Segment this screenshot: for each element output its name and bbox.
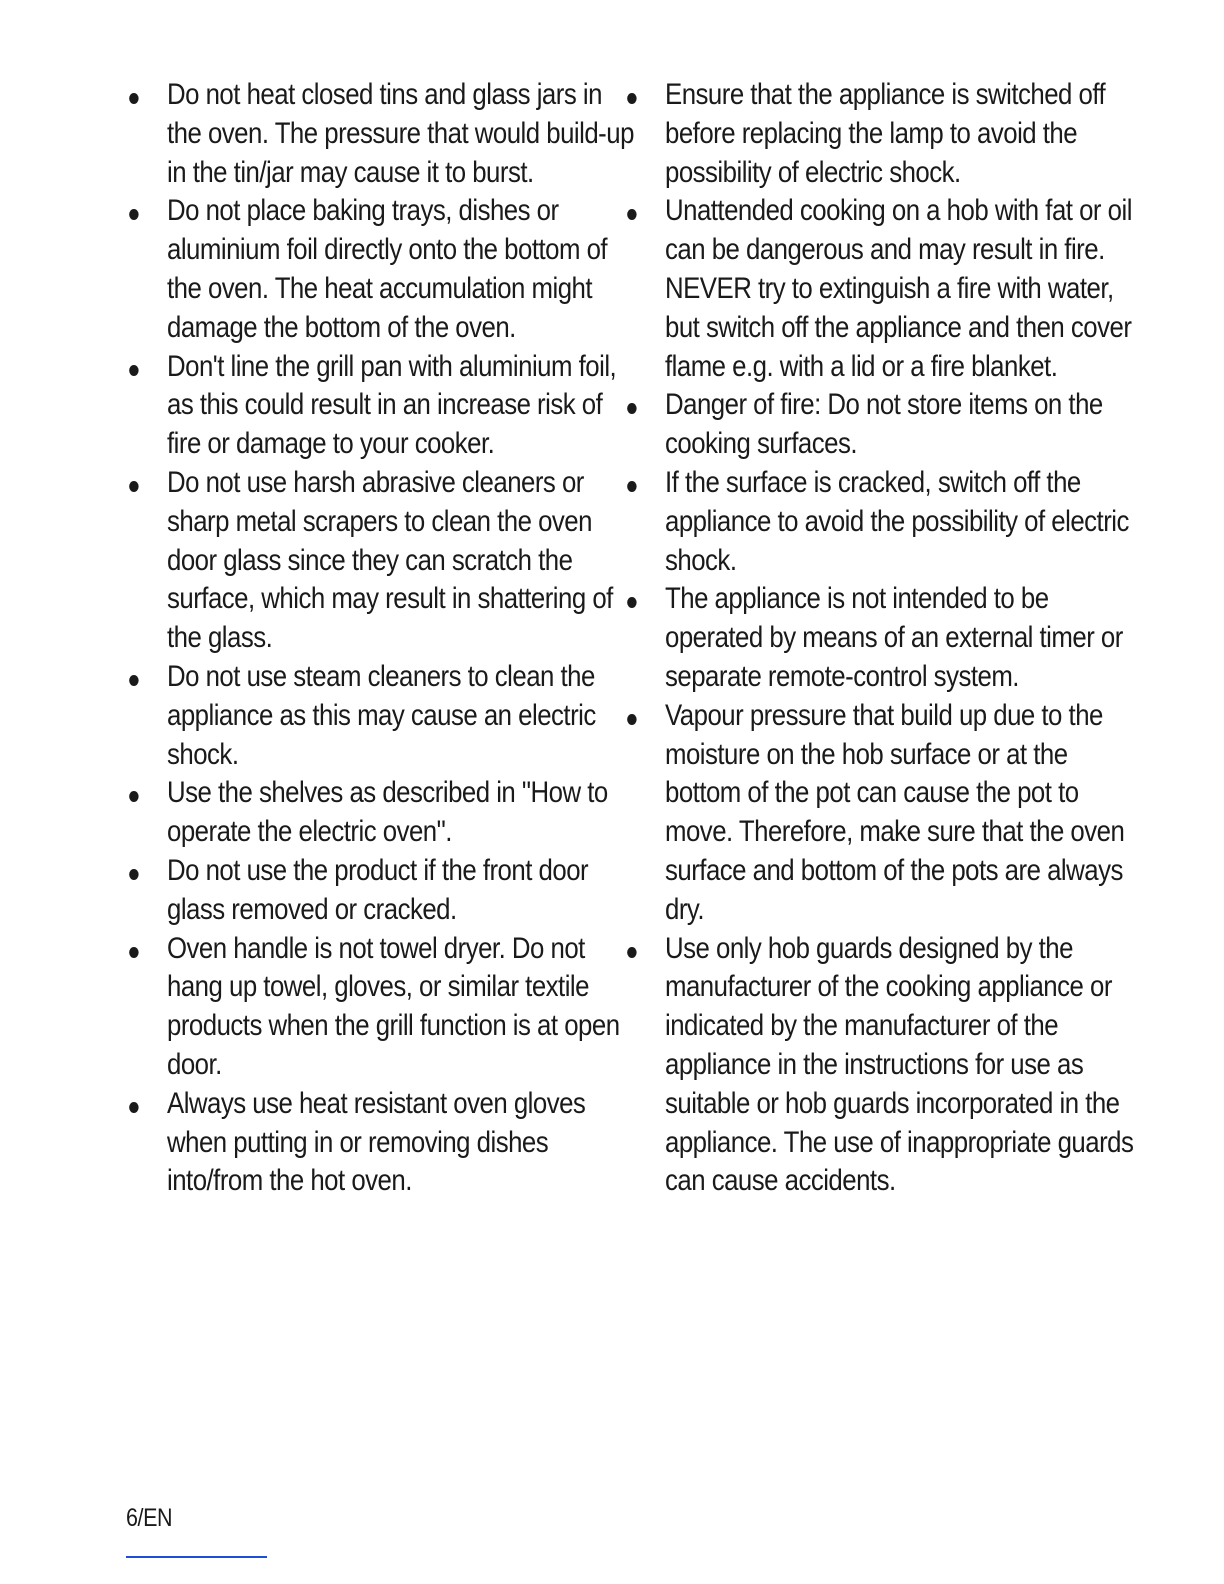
- bullet-icon: [129, 1102, 138, 1113]
- bullet-icon: [129, 93, 138, 104]
- safety-list-item-text: Use only hob guards designed by the manufacturer of the cooking appliance or indicated by the manufacturer of the appliance in the instructions for use as suitable or hob guards incorporated in the appliance. The use of inappropriate guards can cause accidents.: [665, 931, 1134, 1198]
- safety-list-item-text: Do not heat closed tins and glass jars in the oven. The pressure that would build-up in the tin/jar may cause it to burst.: [167, 78, 634, 189]
- safety-list-item-text: Oven handle is not towel dryer. Do not hang up towel, gloves, or similar textile products when the grill function is at open door.: [167, 931, 620, 1081]
- page-number: 6/EN: [126, 1504, 173, 1532]
- safety-list-item: [124, 930, 638, 1085]
- safety-list-item-text: Use the shelves as described in "How to operate the electric oven".: [167, 776, 608, 849]
- bullet-icon: [129, 791, 138, 802]
- bullet-icon: [627, 714, 636, 725]
- bullet-icon: [627, 481, 636, 492]
- bullet-icon: [627, 947, 636, 958]
- safety-list-item: [622, 192, 1144, 386]
- safety-list-item: [124, 774, 638, 852]
- safety-list-item-text: If the surface is cracked, switch off the appliance to avoid the possibility of electric shock.: [665, 465, 1129, 577]
- safety-list-item: [622, 386, 1144, 464]
- safety-list-item-text: Do not place baking trays, dishes or aluminium foil directly onto the bottom of the oven. The heat accumulation might damage the bottom of the oven.: [167, 194, 608, 344]
- safety-list-item: [124, 192, 638, 347]
- safety-list-item: [124, 348, 638, 464]
- bullet-icon: [627, 93, 636, 104]
- safety-list-item-text: The appliance is not intended to be operated by means of an external timer or separate remote-control system.: [665, 582, 1123, 693]
- safety-list-item: [124, 464, 638, 658]
- safety-list-item: [622, 76, 1144, 192]
- bullet-icon: [129, 947, 138, 958]
- safety-list-item-text: Unattended cooking on a hob with fat or oil can be dangerous and may result in fire. NEVER try to extinguish a fire with water, but switch off the appliance and then cover flame e.g. with a lid or a fire blanket.: [665, 194, 1132, 383]
- bullet-icon: [129, 869, 138, 880]
- safety-list-item-text: Don't line the grill pan with aluminium foil, as this could result in an increase risk of fire or damage to your cooker.: [167, 349, 617, 461]
- safety-list-item: [124, 852, 638, 930]
- safety-list-item-text: Do not use the product if the front door glass removed or cracked.: [167, 853, 589, 926]
- bullet-icon: [627, 209, 636, 220]
- safety-list-item-text: Do not use harsh abrasive cleaners or sharp metal scrapers to clean the oven door glass since they can scratch the surface, which may result in shattering of the glass.: [167, 465, 613, 655]
- bullet-icon: [627, 403, 636, 414]
- bullet-icon: [129, 365, 138, 376]
- safety-list-item: [124, 1085, 638, 1201]
- safety-list-item-text: Always use heat resistant oven gloves when putting in or removing dishes into/from the hot oven.: [167, 1086, 586, 1198]
- safety-list-item: [622, 580, 1144, 696]
- safety-list-item-text: Ensure that the appliance is switched off before replacing the lamp to avoid the possibility of electric shock.: [665, 78, 1106, 189]
- bullet-icon: [129, 481, 138, 492]
- safety-list-left: [124, 76, 634, 1201]
- safety-list-right: [622, 76, 1134, 1201]
- bullet-icon: [129, 209, 138, 220]
- safety-list-item-text: Do not use steam cleaners to clean the appliance as this may cause an electric shock.: [167, 659, 596, 771]
- safety-list-item: [124, 76, 638, 192]
- bullet-icon: [627, 597, 636, 608]
- safety-list-item: [622, 464, 1144, 580]
- safety-list-item: [622, 930, 1144, 1202]
- bullet-icon: [129, 675, 138, 686]
- footer-rule: [126, 1556, 267, 1558]
- safety-list-item-text: Danger of fire: Do not store items on the cooking surfaces.: [665, 388, 1103, 461]
- safety-list-item-text: Vapour pressure that build up due to the moisture on the hob surface or at the bottom of the pot can cause the pot to move. Therefore, make sure that the oven surface and bottom of the pots are always dry.: [665, 698, 1125, 926]
- safety-list-item: [622, 697, 1144, 930]
- safety-list-item: [124, 658, 638, 774]
